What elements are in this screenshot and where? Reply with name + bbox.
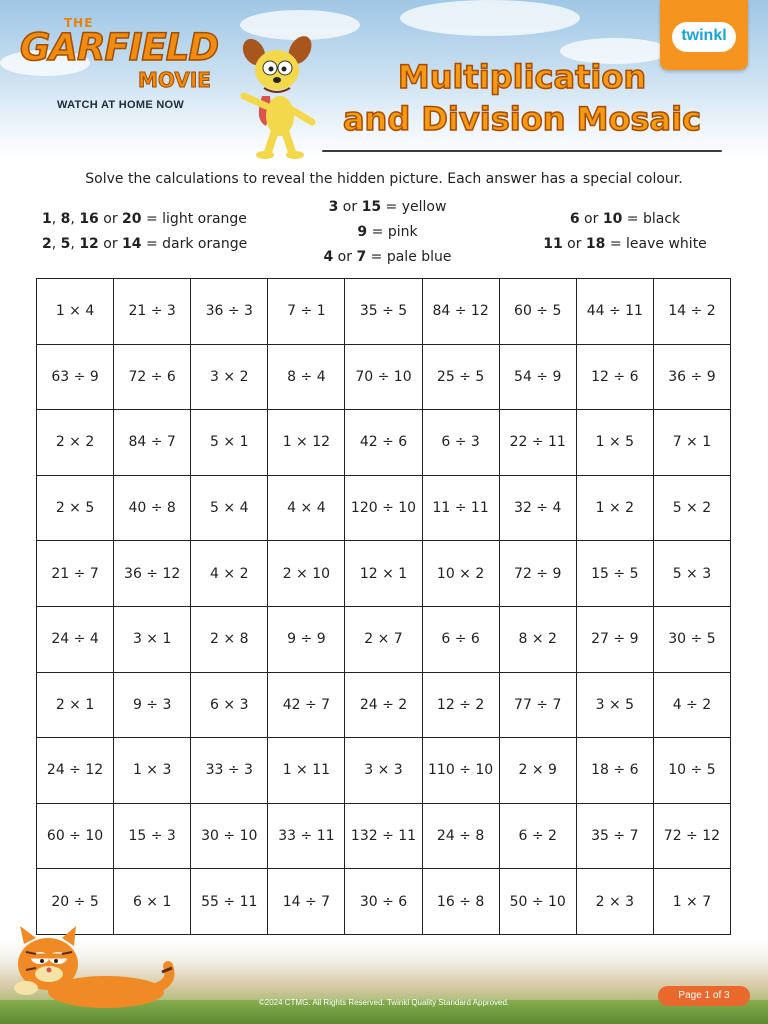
colour-key-column-1 — [42, 207, 247, 257]
grid-cell: 14 ÷ 7 — [268, 869, 345, 935]
grid-cell: 4 ÷ 2 — [653, 672, 730, 738]
key-separator: or — [333, 249, 357, 265]
key-number: 3 — [328, 199, 339, 215]
key-number: 20 — [122, 211, 142, 227]
grid-cell: 33 ÷ 3 — [191, 738, 268, 804]
grid-row — [37, 344, 731, 410]
grid-cell: 1 × 2 — [576, 475, 653, 541]
grid-cell: 6 × 1 — [114, 869, 191, 935]
grid-cell: 44 ÷ 11 — [576, 279, 653, 345]
grid-cell: 1 × 3 — [114, 738, 191, 804]
grid-cell: 72 ÷ 6 — [114, 344, 191, 410]
grid-cell: 36 ÷ 3 — [191, 279, 268, 345]
grid-cell: 1 × 5 — [576, 410, 653, 476]
key-colour-name: pink — [387, 224, 418, 240]
grid-cell: 42 ÷ 7 — [268, 672, 345, 738]
grid-cell: 55 ÷ 11 — [191, 869, 268, 935]
twinkl-logo-badge — [660, 0, 748, 70]
grid-cell: 72 ÷ 12 — [653, 803, 730, 869]
grid-cell: 40 ÷ 8 — [114, 475, 191, 541]
grid-cell: 35 ÷ 7 — [576, 803, 653, 869]
grid-cell: 24 ÷ 8 — [422, 803, 499, 869]
grid-cell: 8 ÷ 4 — [268, 344, 345, 410]
grid-cell: 54 ÷ 9 — [499, 344, 576, 410]
grid-cell: 2 × 9 — [499, 738, 576, 804]
grid-cell: 70 ÷ 10 — [345, 344, 422, 410]
grid-cell: 5 × 2 — [653, 475, 730, 541]
grid-cell: 6 ÷ 3 — [422, 410, 499, 476]
key-equals: = — [605, 236, 627, 252]
key-number: 9 — [357, 224, 368, 240]
key-separator: or — [562, 236, 586, 252]
key-number: 7 — [356, 249, 367, 265]
colour-key-entry — [300, 195, 475, 220]
grid-cell: 24 ÷ 12 — [37, 738, 114, 804]
logo-garfield: GARFIELD — [20, 26, 219, 69]
grid-cell: 27 ÷ 9 — [576, 606, 653, 672]
grid-cell: 30 ÷ 10 — [191, 803, 268, 869]
grid-cell: 9 ÷ 9 — [268, 606, 345, 672]
grid-cell: 9 ÷ 3 — [114, 672, 191, 738]
garfield-movie-logo — [20, 14, 235, 124]
grid-row — [37, 738, 731, 804]
grid-cell: 84 ÷ 7 — [114, 410, 191, 476]
grid-row — [37, 410, 731, 476]
twinkl-logo-text: twinkl — [681, 27, 727, 44]
key-number: 2 — [42, 236, 52, 252]
key-colour-name: black — [642, 211, 681, 227]
colour-key-entry — [42, 207, 247, 232]
grid-cell: 60 ÷ 10 — [37, 803, 114, 869]
colour-key-entry — [300, 220, 475, 245]
grid-row — [37, 541, 731, 607]
grid-cell: 5 × 4 — [191, 475, 268, 541]
grid-row — [37, 606, 731, 672]
grid-cell: 10 × 2 — [422, 541, 499, 607]
grid-cell: 2 × 2 — [37, 410, 114, 476]
grid-row — [37, 279, 731, 345]
grid-cell: 1 × 11 — [268, 738, 345, 804]
key-colour-name: light orange — [162, 211, 247, 227]
grid-cell: 20 ÷ 5 — [37, 869, 114, 935]
key-equals: = — [141, 211, 163, 227]
grid-cell: 22 ÷ 11 — [499, 410, 576, 476]
grid-cell: 3 × 5 — [576, 672, 653, 738]
grid-cell: 12 ÷ 6 — [576, 344, 653, 410]
instructions-text: Solve the calculations to reveal the hidden picture. Each answer has a special colour. — [85, 171, 683, 187]
grid-cell: 5 × 3 — [653, 541, 730, 607]
grid-cell: 36 ÷ 12 — [114, 541, 191, 607]
key-colour-name: leave white — [626, 236, 707, 252]
grid-cell: 2 × 10 — [268, 541, 345, 607]
key-colour-name: pale blue — [386, 249, 452, 265]
key-equals: = — [141, 236, 163, 252]
grid-row — [37, 803, 731, 869]
key-colour-name: dark orange — [162, 236, 248, 252]
key-separator: or — [98, 236, 123, 252]
title-underline — [322, 150, 722, 152]
key-number: 15 — [361, 199, 382, 215]
grid-cell: 7 × 1 — [653, 410, 730, 476]
grid-cell: 35 ÷ 5 — [345, 279, 422, 345]
logo-movie: MOVIE — [138, 68, 211, 92]
logo-the: THE — [64, 16, 94, 30]
grid-cell: 2 × 8 — [191, 606, 268, 672]
grid-cell: 60 ÷ 5 — [499, 279, 576, 345]
logo-tagline: WATCH AT HOME NOW — [57, 99, 185, 111]
grid-cell: 72 ÷ 9 — [499, 541, 576, 607]
key-equals: = — [622, 211, 643, 227]
grid-cell: 7 ÷ 1 — [268, 279, 345, 345]
grid-cell: 24 ÷ 4 — [37, 606, 114, 672]
colour-key-column-2 — [300, 195, 475, 270]
colour-key-column-3 — [520, 207, 730, 257]
grid-cell: 2 × 3 — [576, 869, 653, 935]
odie-character-illustration — [232, 30, 322, 160]
key-number: 5 — [60, 236, 71, 252]
grid-cell: 2 × 5 — [37, 475, 114, 541]
grid-cell: 15 ÷ 5 — [576, 541, 653, 607]
key-separator: or — [338, 199, 362, 215]
grid-cell: 32 ÷ 4 — [499, 475, 576, 541]
key-separator: or — [579, 211, 603, 227]
colour-key-entry — [520, 232, 730, 257]
grid-cell: 36 ÷ 9 — [653, 344, 730, 410]
grid-cell: 21 ÷ 7 — [37, 541, 114, 607]
key-number: 10 — [602, 211, 623, 227]
key-number: 8 — [60, 211, 71, 227]
grid-cell: 84 ÷ 12 — [422, 279, 499, 345]
key-separator: , — [70, 236, 80, 252]
grid-cell: 25 ÷ 5 — [422, 344, 499, 410]
grid-cell: 3 × 2 — [191, 344, 268, 410]
grid-cell: 11 ÷ 11 — [422, 475, 499, 541]
grid-cell: 10 ÷ 5 — [653, 738, 730, 804]
title-line-1: Multiplication — [397, 58, 647, 96]
key-number: 14 — [122, 236, 142, 252]
grid-cell: 6 ÷ 6 — [422, 606, 499, 672]
grid-cell: 8 × 2 — [499, 606, 576, 672]
grid-cell: 2 × 7 — [345, 606, 422, 672]
grid-cell: 3 × 1 — [114, 606, 191, 672]
grid-cell: 4 × 2 — [191, 541, 268, 607]
grid-cell: 120 ÷ 10 — [345, 475, 422, 541]
grid-cell: 30 ÷ 5 — [653, 606, 730, 672]
grid-row — [37, 672, 731, 738]
grid-cell: 12 ÷ 2 — [422, 672, 499, 738]
key-separator: , — [51, 211, 61, 227]
page-number-badge: Page 1 of 3 — [658, 986, 750, 1006]
grid-cell: 12 × 1 — [345, 541, 422, 607]
grid-row — [37, 475, 731, 541]
key-equals: = — [367, 224, 388, 240]
grid-cell: 1 × 7 — [653, 869, 730, 935]
grid-cell: 18 ÷ 6 — [576, 738, 653, 804]
copyright-text: ©2024 CTMG. All Rights Reserved. Twinkl Quality Standard Approved. — [258, 998, 510, 1007]
grid-cell: 30 ÷ 6 — [345, 869, 422, 935]
grid-cell: 5 × 1 — [191, 410, 268, 476]
key-equals: = — [381, 199, 402, 215]
grid-cell: 6 ÷ 2 — [499, 803, 576, 869]
grid-cell: 110 ÷ 10 — [422, 738, 499, 804]
key-number: 12 — [79, 236, 99, 252]
grid-cell: 3 × 3 — [345, 738, 422, 804]
key-colour-name: yellow — [401, 199, 447, 215]
grid-cell: 33 ÷ 11 — [268, 803, 345, 869]
grid-cell: 21 ÷ 3 — [114, 279, 191, 345]
page-header — [0, 0, 768, 160]
title-line-2: and Division Mosaic — [342, 100, 702, 138]
grid-cell: 4 × 4 — [268, 475, 345, 541]
grid-cell: 77 ÷ 7 — [499, 672, 576, 738]
key-separator: , — [51, 236, 61, 252]
grid-cell: 14 ÷ 2 — [653, 279, 730, 345]
key-number: 1 — [42, 211, 52, 227]
grid-cell: 50 ÷ 10 — [499, 869, 576, 935]
page-title — [322, 56, 722, 140]
grid-cell: 63 ÷ 9 — [37, 344, 114, 410]
key-number: 16 — [79, 211, 99, 227]
grid-cell: 1 × 12 — [268, 410, 345, 476]
colour-key-entry — [520, 207, 730, 232]
grid-cell: 24 ÷ 2 — [345, 672, 422, 738]
grid-cell: 1 × 4 — [37, 279, 114, 345]
grid-cell: 42 ÷ 6 — [345, 410, 422, 476]
grid-cell: 16 ÷ 8 — [422, 869, 499, 935]
key-separator: or — [98, 211, 123, 227]
colour-key-entry — [300, 245, 475, 270]
key-number: 11 — [543, 236, 563, 252]
key-separator: , — [70, 211, 80, 227]
mosaic-grid — [36, 278, 731, 935]
grid-cell: 15 ÷ 3 — [114, 803, 191, 869]
grid-cell: 132 ÷ 11 — [345, 803, 422, 869]
grid-cell: 2 × 1 — [37, 672, 114, 738]
key-number: 6 — [569, 211, 580, 227]
colour-key-entry — [42, 232, 247, 257]
key-number: 18 — [585, 236, 606, 252]
key-equals: = — [366, 249, 387, 265]
key-number: 4 — [323, 249, 334, 265]
grid-cell: 6 × 3 — [191, 672, 268, 738]
